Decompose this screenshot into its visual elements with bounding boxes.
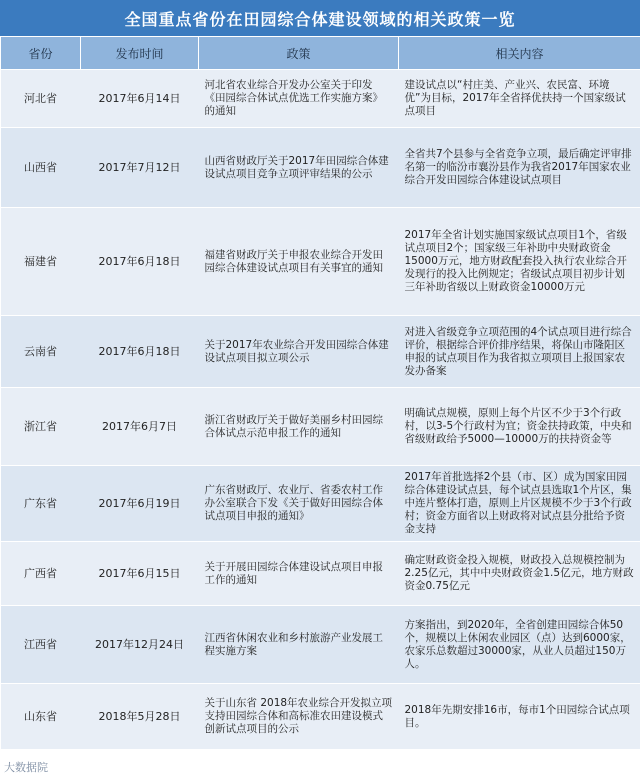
policy-cell: 山西省财政厅关于2017年田园综合体建设试点项目竞争立项评审结果的公示	[199, 128, 399, 208]
policy-cell: 关于2017年农业综合开发田园综合体建设试点项目拟立项公示	[199, 316, 399, 388]
table-row	[1, 684, 640, 750]
content-cell: 方案指出，到2020年，全省创建田园综合体50个，规模以上休闲农业园区（点）达到6000家，农家乐总数超过30000家，从业人员超过150万人。	[399, 606, 640, 684]
content-cell: 2018年先期安排16市，每市1个田园综合试点项目。	[399, 684, 640, 750]
table-row	[1, 542, 640, 606]
content-cell: 全省共7个县参与全省竞争立项，最后确定评审排名第一的临汾市襄汾县作为我省2017年国家农业综合开发田园综合体建设试点项目	[399, 128, 640, 208]
date-cell: 2017年7月12日	[81, 128, 199, 208]
watermark-logo: 大数据院	[4, 761, 48, 774]
table-row	[1, 128, 640, 208]
date-cell: 2017年6月7日	[81, 388, 199, 466]
province-cell: 云南省	[1, 316, 81, 388]
policy-cell: 河北省农业综合开发办公室关于印发《田园综合体试点优选工作实施方案》的通知	[199, 70, 399, 128]
date-cell: 2018年5月28日	[81, 684, 199, 750]
province-cell: 广东省	[1, 466, 81, 542]
table-row	[1, 316, 640, 388]
table-row	[1, 606, 640, 684]
table-row	[1, 466, 640, 542]
policy-cell: 关于山东省 2018年农业综合开发拟立项支持田园综合体和高标准农田建设模式创新试点项目的公示	[199, 684, 399, 750]
province-cell: 山东省	[1, 684, 81, 750]
table-row	[1, 208, 640, 316]
policy-cell: 浙江省财政厅关于做好美丽乡村田园综合体试点示范申报工作的通知	[199, 388, 399, 466]
header-row	[1, 37, 640, 70]
date-cell: 2017年6月15日	[81, 542, 199, 606]
col-header-date: 发布时间	[81, 37, 199, 70]
date-cell: 2017年6月18日	[81, 316, 199, 388]
date-cell: 2017年6月14日	[81, 70, 199, 128]
page-title: 全国重点省份在田园综合体建设领域的相关政策一览	[0, 0, 640, 36]
policy-cell: 关于开展田园综合体建设试点项目申报工作的通知	[199, 542, 399, 606]
policy-cell: 福建省财政厅关于申报农业综合开发田园综合体建设试点项目有关事宜的通知	[199, 208, 399, 316]
table-row	[1, 388, 640, 466]
content-cell: 对进入省级竞争立项范围的4个试点项目进行综合评价，根据综合评价排序结果，将保山市隆阳区申报的试点项目作为我省拟立项项目上报国家农发办备案	[399, 316, 640, 388]
content-cell: 明确试点规模，原则上每个片区不少于3个行政村，以3-5个行政村为宜；资金扶持政策，中央和省级财政给予5000—10000万的扶持资金等	[399, 388, 640, 466]
col-header-content: 相关内容	[399, 37, 640, 70]
province-cell: 浙江省	[1, 388, 81, 466]
date-cell: 2017年6月18日	[81, 208, 199, 316]
policy-cell: 江西省休闲农业和乡村旅游产业发展工程实施方案	[199, 606, 399, 684]
province-cell: 河北省	[1, 70, 81, 128]
province-cell: 福建省	[1, 208, 81, 316]
col-header-province: 省份	[1, 37, 81, 70]
province-cell: 广西省	[1, 542, 81, 606]
content-cell: 建设试点以“村庄美、产业兴、农民富、环境优”为目标，2017年全省择优扶持一个国家级试点项目	[399, 70, 640, 128]
province-cell: 山西省	[1, 128, 81, 208]
content-cell: 确定财政资金投入规模，财政投入总规模控制为2.25亿元，其中中央财政资金1.5亿元，地方财政资金0.75亿元	[399, 542, 640, 606]
table-row	[1, 70, 640, 128]
policy-cell: 广东省财政厅、农业厅、省委农村工作办公室联合下发《关于做好田园综合体试点项目申报的通知》	[199, 466, 399, 542]
col-header-policy: 政策	[199, 37, 399, 70]
date-cell: 2017年6月19日	[81, 466, 199, 542]
content-cell: 2017年全省计划实施国家级试点项目1个，省级试点项目2个；国家级三年补助中央财政资金15000万元，地方财政配套投入执行农业综合开发现行的投入比例规定；省级试点项目初步计划三年补助省级以上财政资金10000万元	[399, 208, 640, 316]
content-cell: 2017年首批选择2个县（市、区）成为国家田园综合体建设试点县，每个试点县选取1个片区，集中连片整体打造，原则上片区规模不少于3个行政村；资金方面省以上财政将对试点县分批给予资金支持	[399, 466, 640, 542]
province-cell: 江西省	[1, 606, 81, 684]
date-cell: 2017年12月24日	[81, 606, 199, 684]
policy-table	[0, 36, 640, 750]
